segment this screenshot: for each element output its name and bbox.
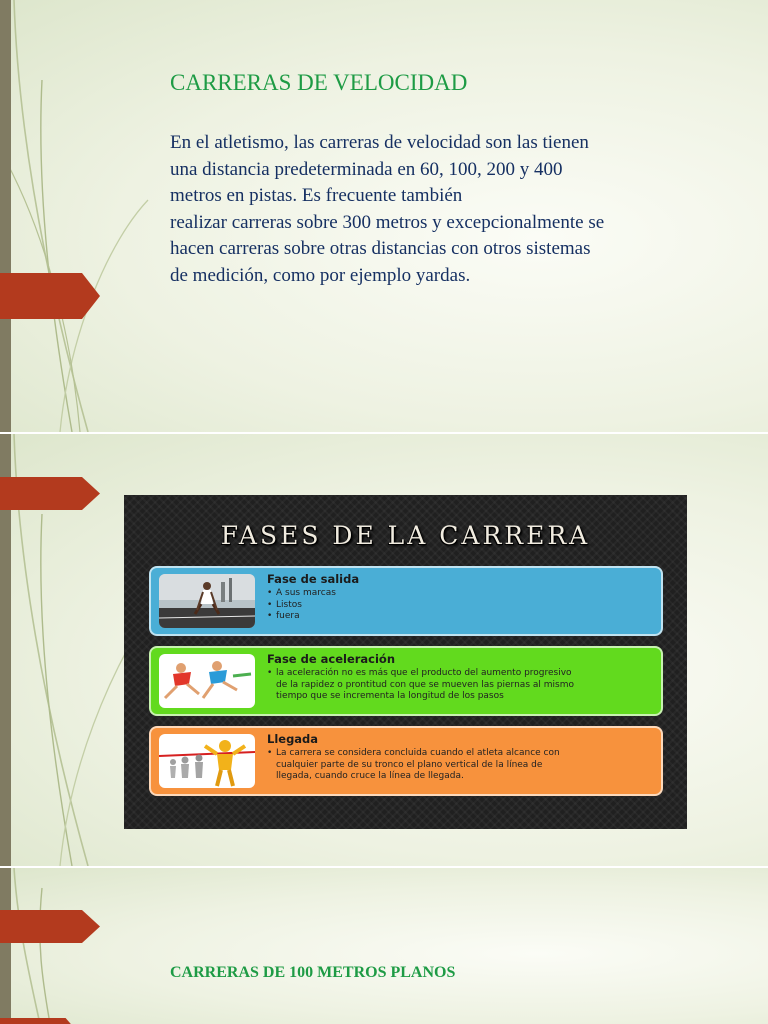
decorative-stems (0, 0, 160, 432)
paragraph-line: realizar carreras sobre 300 metros y excepcionalmente se (170, 211, 605, 233)
infographic-title: FASES DE LA CARRERA (220, 521, 591, 550)
paragraph-line: metros en pistas. Es frecuente también (170, 185, 463, 206)
phase-title: Llegada (267, 732, 319, 746)
slide-title: CARRERAS DE VELOCIDAD (170, 70, 468, 95)
slide-title: CARRERAS DE 100 METROS PLANOS (170, 964, 456, 981)
slide-2 (0, 434, 768, 866)
bullet-item: • A sus marcas (267, 588, 336, 598)
phase-bullets (267, 748, 560, 783)
phase-start (149, 566, 663, 636)
bullet-item: • fuera (267, 611, 300, 621)
body-paragraph (170, 130, 730, 289)
phase-acceleration (149, 646, 663, 716)
arrow-marker (0, 273, 100, 319)
arrow-marker (0, 477, 100, 510)
runner-finish-line-icon (159, 734, 255, 788)
slide-1 (0, 0, 768, 432)
paragraph-line: una distancia predeterminada en 60, 100, 200 y 400 (170, 158, 563, 180)
left-bar (0, 0, 11, 432)
paragraph-line: de medición, como por ejemplo yardas. (170, 264, 471, 286)
phase-bullets (267, 588, 336, 623)
decorative-stems (0, 868, 160, 1024)
phase-finish (149, 726, 663, 796)
arrow-marker (0, 910, 100, 943)
sprinter-start-icon (159, 574, 255, 628)
bullet-item: • Listos (267, 599, 302, 610)
left-bar (0, 868, 11, 1024)
paragraph-line: hacen carreras sobre otras distancias con otros sistemas (170, 238, 591, 259)
phase-title: Fase de aceleración (267, 652, 396, 666)
bullet-item: • la aceleración no es más que el producto del aumento progresivo de la rapidez o prontitud con que se mueven las piernas al mismo tiempo que se incrementa la longitud de los pasos (267, 668, 574, 701)
bullet-item: • La carrera se considera concluida cuando el atleta alcance con cualquier parte de su tronco el plano vertical de la línea de llegada, cuando cruce la línea de llegada. (267, 748, 560, 781)
runners-accelerating-icon (159, 654, 255, 708)
phase-bullets (267, 668, 574, 703)
paragraph-line: En el atletismo, las carreras de velocidad son las tienen (170, 132, 589, 153)
phases-infographic (124, 495, 687, 829)
slide-3 (0, 868, 768, 1024)
phase-title: Fase de salida (267, 572, 360, 586)
